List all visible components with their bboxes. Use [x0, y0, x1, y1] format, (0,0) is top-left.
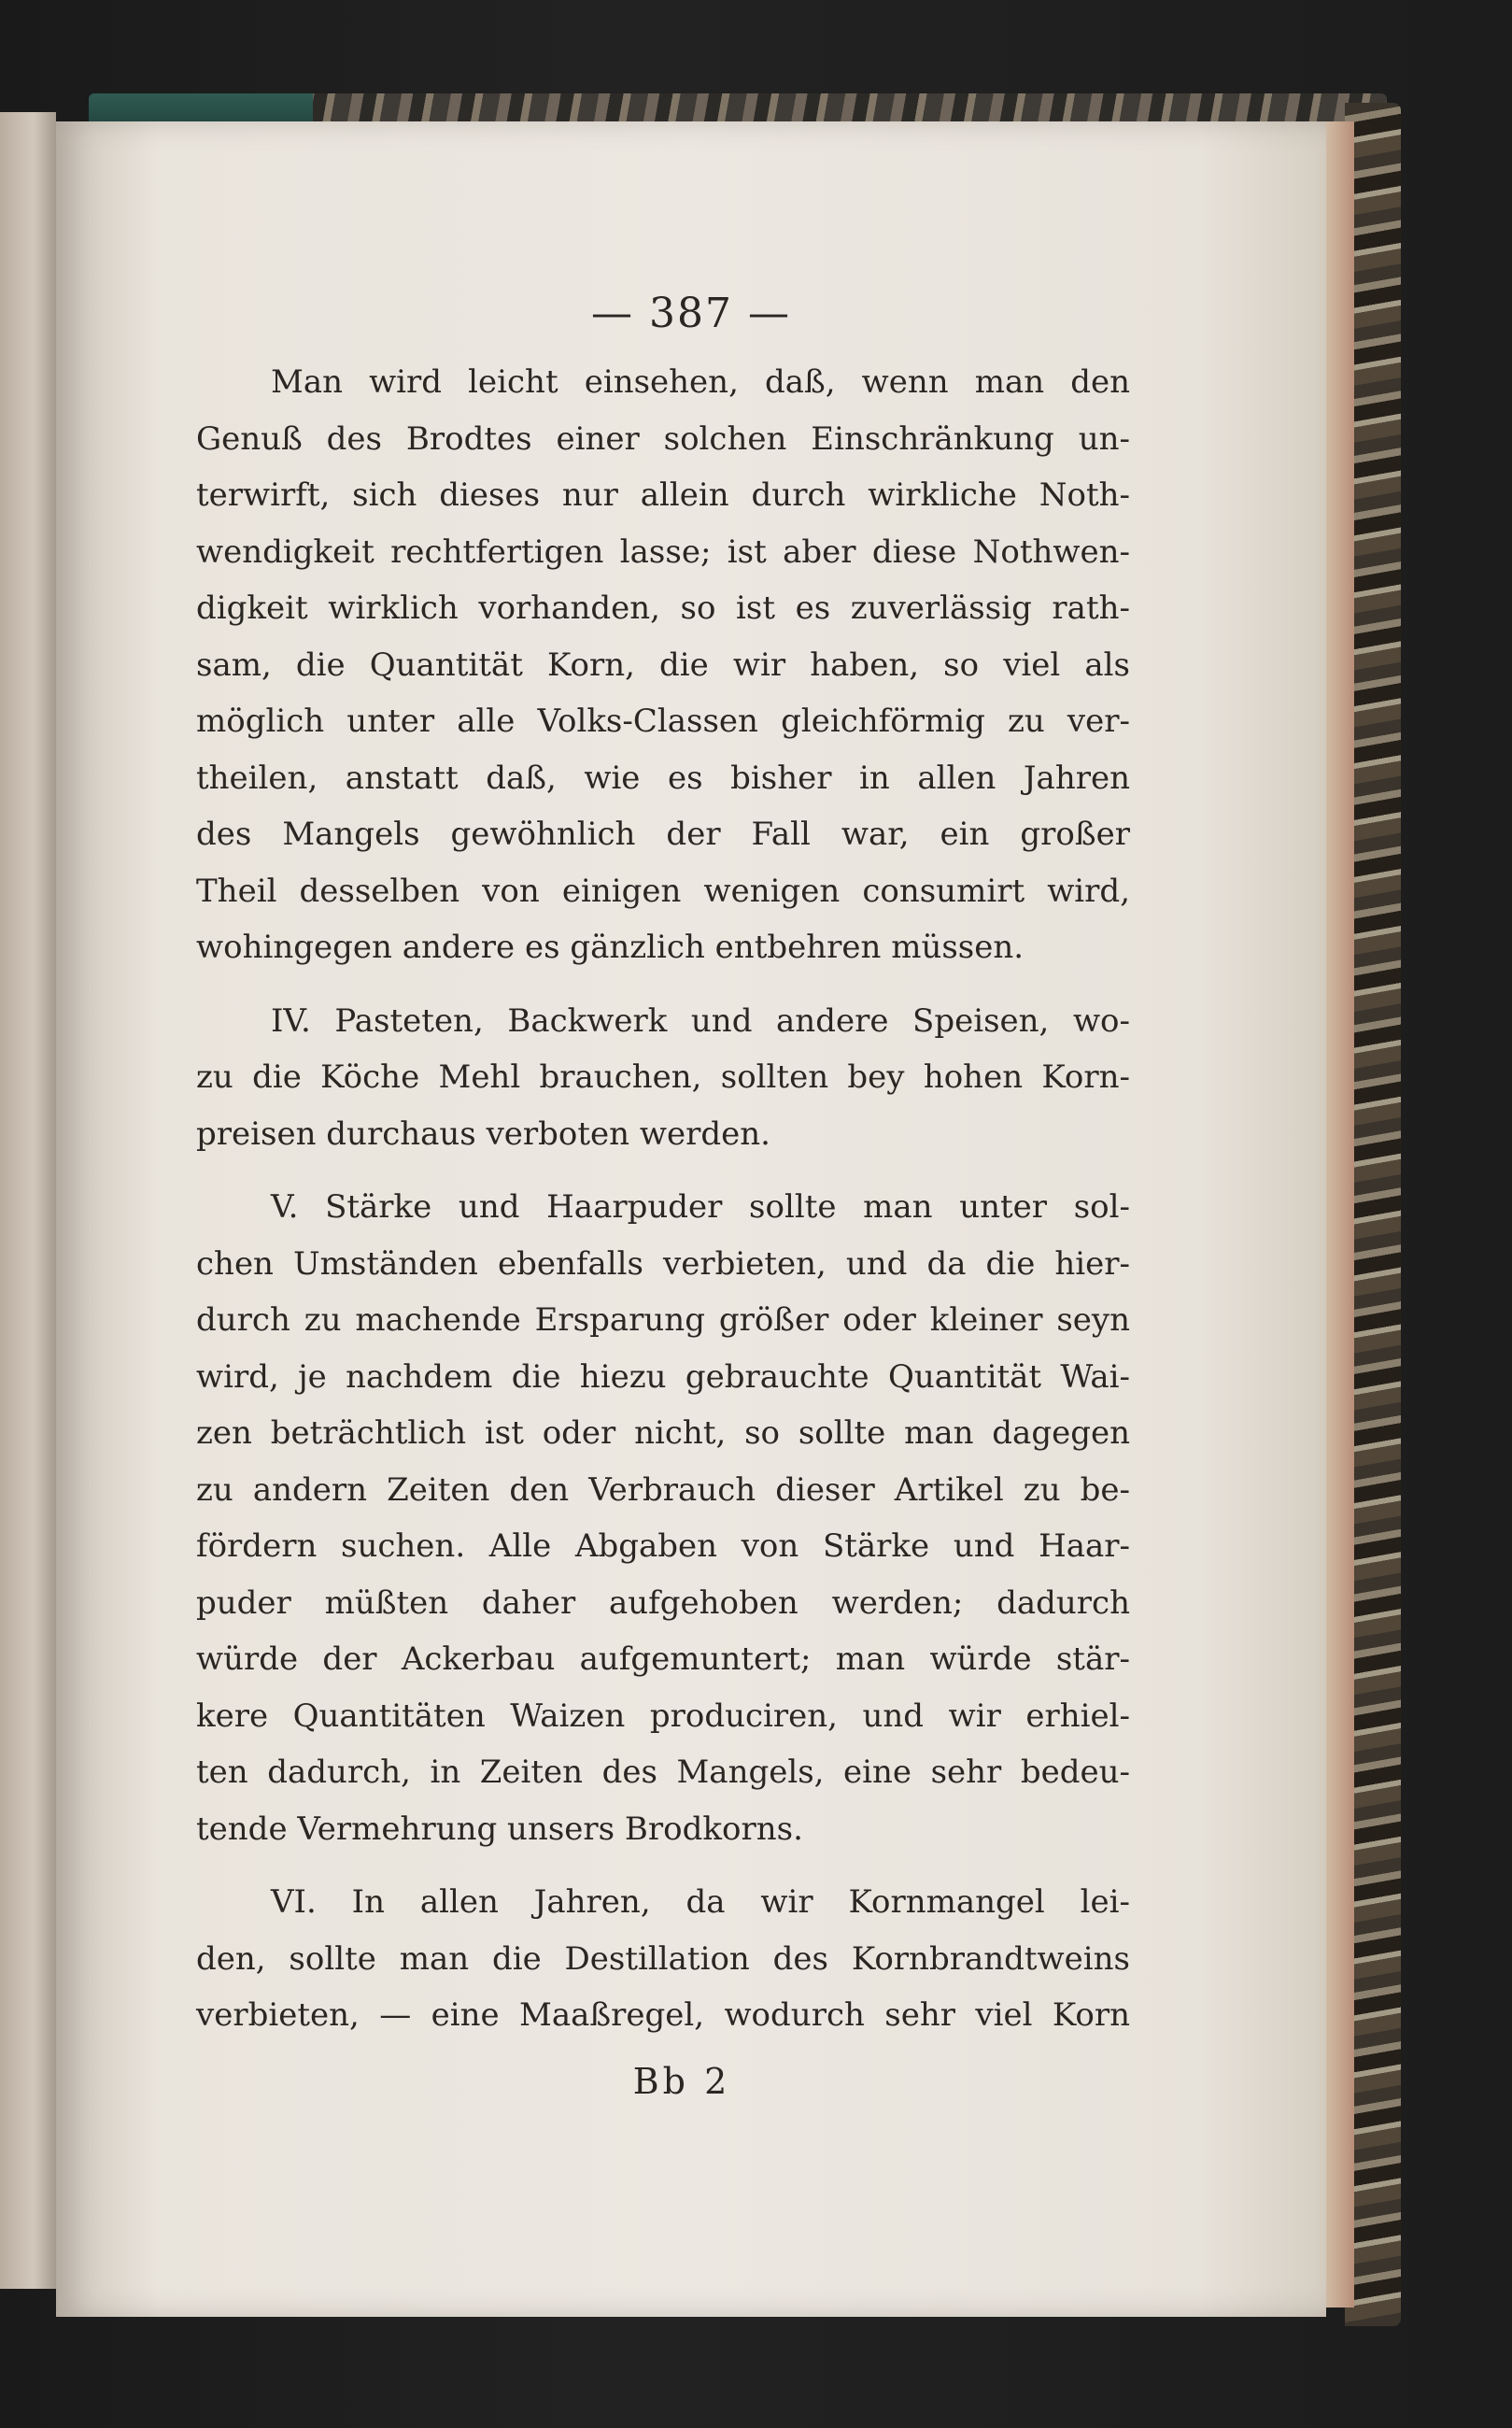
text-line: durch zu machende Ersparung größer oder kleiner seyn [196, 1301, 1130, 1339]
book-page [56, 121, 1326, 2317]
text-line: zen beträchtlich ist oder nicht, so sollte man dagegen [196, 1414, 1130, 1452]
text-line: kere Quantitäten Waizen produciren, und wir erhiel- [196, 1697, 1130, 1735]
text-line: ten dadurch, in Zeiten des Mangels, eine sehr bedeu- [196, 1754, 1130, 1791]
text-line: zu die Köche Mehl brauchen, sollten bey hohen Korn- [196, 1058, 1130, 1096]
text-block [196, 290, 1130, 2102]
text-line: zu andern Zeiten den Verbrauch dieser Artikel zu be- [196, 1470, 1130, 1509]
text-line: tende Vermehrung unsers Brodkorns. [196, 1810, 803, 1848]
page-number: — 387 — [591, 290, 791, 337]
text-line: preisen durchaus verboten werden. [196, 1115, 770, 1153]
text-line: Theil desselben von einigen wenigen consumirt wird, [196, 872, 1130, 910]
cover-top-green-edge [89, 93, 313, 125]
text-line: würde der Ackerbau aufgemuntert; man würde stär- [196, 1640, 1130, 1678]
text-line: terwirft, sich dieses nur allein durch wirkliche Noth- [196, 476, 1130, 514]
paragraph-1 [196, 354, 1130, 976]
text-line: fördern suchen. Alle Abgaben von Stärke und Haar- [196, 1527, 1130, 1565]
text-line: puder müßten daher aufgehoben werden; dadurch [196, 1583, 1130, 1622]
text-line: chen Umständen ebenfalls verbieten, und da die hier- [196, 1244, 1130, 1283]
text-line: digkeit wirklich vorhanden, so ist es zuverlässig rath- [196, 589, 1130, 627]
text-line: des Mangels gewöhnlich der Fall war, ein großer [196, 816, 1130, 853]
text-line: Man wird leicht einsehen, daß, wenn man den [271, 363, 1130, 401]
left-page-edge [0, 112, 56, 2289]
text-line: möglich unter alle Volks-Classen gleichförmig zu ver- [196, 703, 1130, 740]
text-line: IV. Pasteten, Backwerk und andere Speisen, wo- [271, 1001, 1130, 1040]
paragraph-3 [196, 1179, 1130, 1857]
text-line: Genuß des Brodtes einer solchen Einschränkung un- [196, 419, 1130, 458]
text-line: wohingegen andere es gänzlich entbehren müssen. [196, 929, 1024, 966]
text-line: den, sollte man die Destillation des Kornbrandtweins [196, 1939, 1130, 1978]
paragraph-4 [196, 1874, 1130, 2044]
paragraph-2 [196, 993, 1130, 1163]
signature-mark: Bb 2 [632, 2060, 731, 2102]
text-line: wendigkeit rechtfertigen lasse; ist aber diese Nothwen- [196, 532, 1130, 571]
text-line: V. Stärke und Haarpuder sollte man unter sol- [271, 1188, 1130, 1226]
text-line: theilen, anstatt daß, wie es bisher in allen Jahren [196, 759, 1130, 797]
text-line: wird, je nachdem die hiezu gebrauchte Quantität Wai- [196, 1357, 1130, 1396]
text-line: verbieten, — eine Maaßregel, wodurch sehr viel Korn [196, 1996, 1130, 2034]
text-line: sam, die Quantität Korn, die wir haben, so viel als [196, 646, 1130, 684]
text-line: VI. In allen Jahren, da wir Kornmangel lei- [271, 1883, 1130, 1921]
